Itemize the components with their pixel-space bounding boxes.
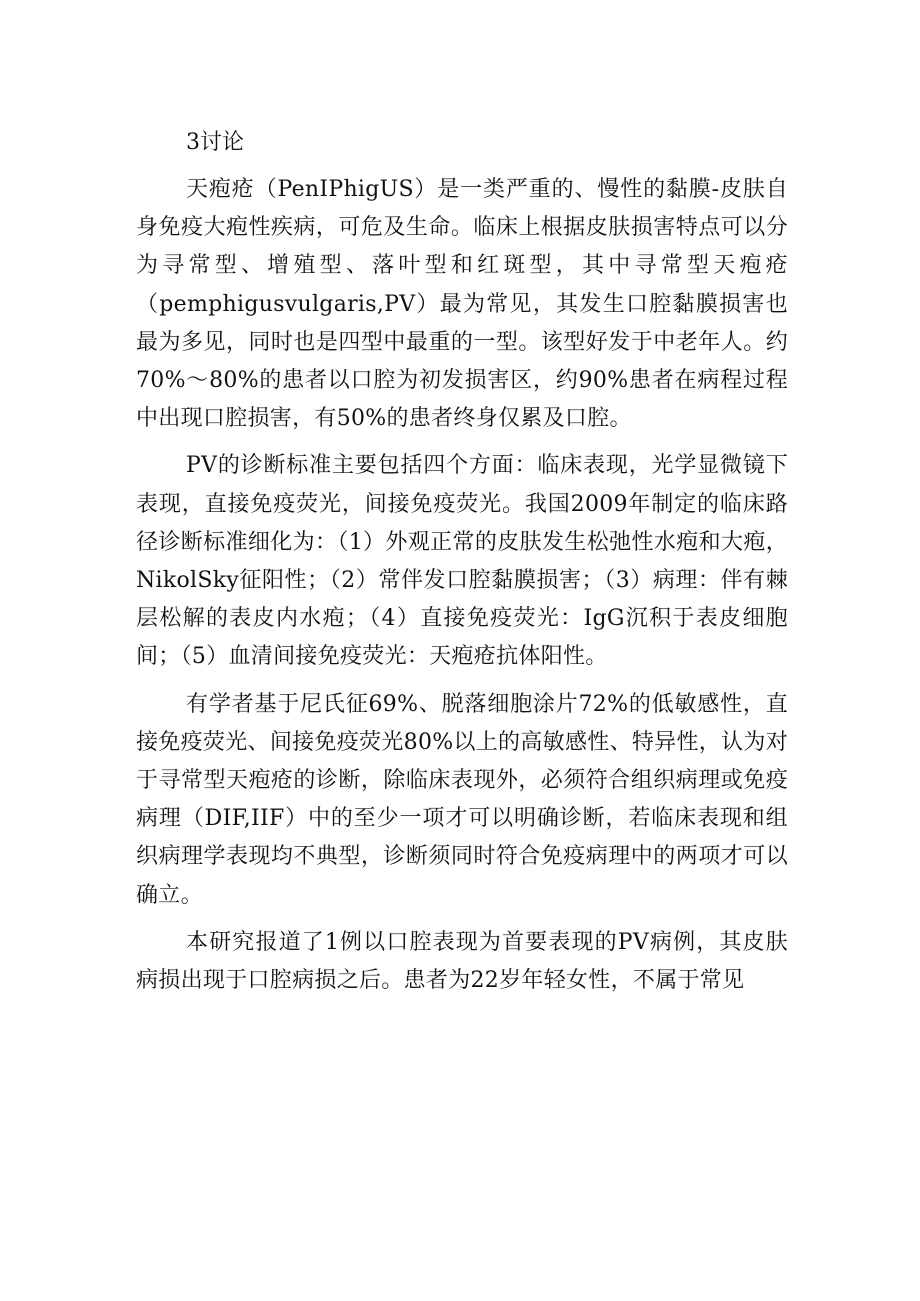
paragraph-diagnostic-criteria: PV的诊断标准主要包括四个方面：临床表现，光学显微镜下表现，直接免疫荧光，间接免疫荧光。我国2009年制定的临床路径诊断标准细化为：（1）外观正常的皮肤发生松弛性水疱和大疱，NikolSky征阳性；（2）常伴发口腔黏膜损害；（3）病理：伴有棘层松解的表皮内水疱；（4）直接免疫荧光：IgG沉积于表皮细胞间；（5）血清间接免疫荧光：天疱疮抗体阳性。 — [136, 453, 788, 670]
document-body — [136, 124, 788, 1000]
paragraph-sensitivity-discussion: 有学者基于尼氏征69%、脱落细胞涂片72%的低敏感性，直接免疫荧光、间接免疫荧光80%以上的高敏感性、特异性，认为对于寻常型天疱疮的诊断，除临床表现外，必须符合组织病理或免疫病理（DIF,IIF）中的至少一项才可以明确诊断，若临床表现和组织病理学表现均不典型，诊断须同时符合免疫病理中的两项才可以确立。 — [136, 691, 788, 908]
paragraph-case-report: 本研究报道了1例以口腔表现为首要表现的PV病例，其皮肤病损出现于口腔病损之后。患者为22岁年轻女性，不属于常见 — [136, 929, 788, 994]
paragraph-pemphigus-overview: 天疱疮（PenIPhigUS）是一类严重的、慢性的黏膜-皮肤自身免疫大疱性疾病，可危及生命。临床上根据皮肤损害特点可以分为寻常型、增殖型、落叶型和红斑型，其中寻常型天疱疮（pemphigusvulgaris,PV）最为常见，其发生口腔黏膜损害也最为多见，同时也是四型中最重的一型。该型好发于中老年人。约70%～80%的患者以口腔为初发损害区，约90%患者在病程过程中出现口腔损害，有50%的患者终身仅累及口腔。 — [136, 177, 788, 432]
section-heading: 3讨论 — [186, 130, 244, 155]
